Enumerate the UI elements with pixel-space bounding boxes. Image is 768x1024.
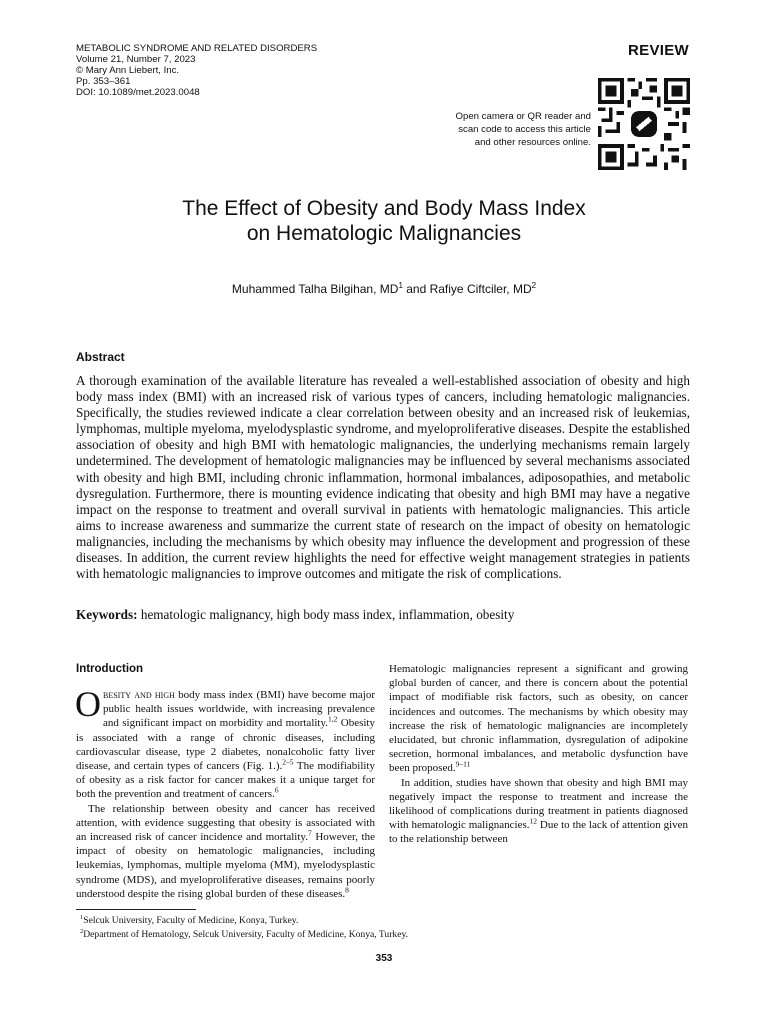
footnote-marker: 2 [80, 928, 84, 936]
paragraph [76, 802, 375, 901]
qr-instructions-line: Open camera or QR reader and [455, 111, 591, 122]
article-title-line: The Effect of Obesity and Body Mass Index [182, 197, 586, 220]
citation: 9–11 [455, 759, 471, 769]
drop-cap: O [75, 684, 101, 724]
keywords-label: Keywords: [76, 607, 138, 622]
lead-in-smallcaps: besity and high [103, 689, 175, 701]
qr-instructions-line: and other resources online. [474, 137, 591, 148]
paragraph-continued [389, 662, 688, 776]
footnotes [80, 912, 408, 940]
qr-code-icon[interactable] [598, 78, 690, 170]
keywords-list: hematologic malignancy, high body mass index, inflammation, obesity [137, 607, 515, 622]
journal-copyright: © Mary Ann Liebert, Inc. [76, 65, 180, 76]
article-title-line: on Hematologic Malignancies [246, 222, 522, 245]
footnote [80, 912, 408, 926]
footnote-divider [76, 909, 196, 910]
journal-name: METABOLIC SYNDROME AND RELATED DISORDERS [76, 43, 318, 54]
paragraph [389, 776, 688, 847]
footnote-text: Department of Hematology, Selcuk University, Faculty of Medicine, Konya, Turkey. [83, 929, 409, 941]
citation: 2–5 [282, 757, 294, 767]
journal-info [76, 43, 317, 98]
footnote-text: Selcuk University, Faculty of Medicine, Konya, Turkey. [83, 915, 299, 927]
citation: 7 [307, 828, 312, 838]
author-name: Rafiye Ciftciler, MD [429, 282, 532, 296]
author-conjunction: and [402, 282, 430, 296]
journal-doi: DOI: 10.1089/met.2023.0048 [76, 87, 200, 98]
qr-instructions-line: scan code to access this article [458, 124, 591, 135]
paragraph [75, 684, 376, 802]
text-run: The modifiability of obesity as a risk factor for cancer makes it a unique target for both the prevention and treatment of cancers. [76, 760, 375, 801]
text-run: However, the impact of obesity on hematologic malignancies, including leukemias, lymphomas, multiple myeloma (MM), myelodysplastic syndrome (MDS), and myeloproliferative diseases, remains poorly understood despite the rising global burden of these diseases. [76, 831, 375, 900]
body-column-right [389, 662, 688, 847]
page-number: 353 [375, 953, 393, 964]
abstract-heading: Abstract [76, 350, 125, 364]
author-name: Muhammed Talha Bilgihan, MD [231, 282, 399, 296]
article-title [80, 196, 688, 246]
body-column-left [76, 662, 375, 901]
text-run: body mass index (BMI) have become major public health issues worldwide, with increasing prevalence and significant impact on morbidity and mortality. [103, 689, 376, 730]
author-list [80, 281, 688, 296]
journal-volume: Volume 21, Number 7, 2023 [76, 54, 196, 65]
citation: 6 [274, 785, 279, 795]
text-run: Due to the lack of attention given to the relationship between [389, 819, 689, 846]
footnote [80, 926, 408, 940]
text-run: In addition, studies have shown that obesity and high BMI may negatively impact the response to treatment and increase the likelihood of complications during treatment in patients diagnosed with hematologic malignancies. [389, 776, 688, 832]
text-run: The relationship between obesity and cancer has received attention, with evidence suggesting that obesity is associated with an increased risk of cancer incidence and mortality. [76, 802, 375, 844]
affiliation-marker: 1 [398, 281, 403, 290]
keywords [76, 607, 690, 623]
section-heading-introduction: Introduction [76, 663, 144, 675]
abstract-text: A thorough examination of the available literature has revealed a well-established association of obesity and high body mass index (BMI) with an increased risk of various types of cancers, including hematologic malignancies. Specifically, the studies reviewed indicate a clear correlation between obesity and an increased risk of leukemias, lymphomas, multiple myeloma, myelodysplastic syndrome, and myeloproliferative diseases. Despite the established association of obesity and high BMI with hematologic malignancies, the underlying mechanisms remain largely undetermined. The development of hematologic malignancies may be influenced by several mechanisms associated with obesity and high BMI, including chronic inflammation, hormonal imbalances, adiposopathies, and metabolic dysregulation. Furthermore, there is mounting evidence indicating that obesity and high BMI may have a negative impact on the response to treatment and overall survival in patients with hematologic malignancies. This article aims to increase awareness and summarize the current state of research on the impact of obesity on hematologic malignancies, including the mechanisms by which obesity may influence the development and progression of these diseases. In addition, the current review highlights the need for effective weight management strategies in patients with hematologic malignancies to improve outcomes and mitigate the risk of complications. [76, 373, 690, 582]
footnote-marker: 1 [80, 914, 84, 921]
text-run: Hematologic malignancies represent a significant and growing global burden of cancer, and there is concern about the potential impact of modifiable risk factors, such as obesity, on cancer incidences and outcomes. The mechanisms by which obesity may increase the risk of hematologic malignancies are incompletely elucidated, but chronic inflammation, dysregulation of adipokine secretion, hormonal imbalances, and metabolic dysfunction have been proposed. [389, 663, 688, 775]
article-type-label: REVIEW [628, 42, 689, 59]
citation: 12 [529, 816, 538, 826]
affiliation-marker: 2 [531, 281, 537, 290]
text-run: Obesity is associated with a range of chronic diseases, including cardiovascular disease, type 2 diabetes, nonalcoholic fatty liver disease, and certain types of cancers (Fig. 1.). [76, 717, 375, 773]
journal-pages: Pp. 353–361 [76, 76, 131, 87]
qr-instructions [411, 110, 591, 149]
citation: 1,2 [328, 714, 338, 724]
citation: 8 [345, 885, 349, 895]
